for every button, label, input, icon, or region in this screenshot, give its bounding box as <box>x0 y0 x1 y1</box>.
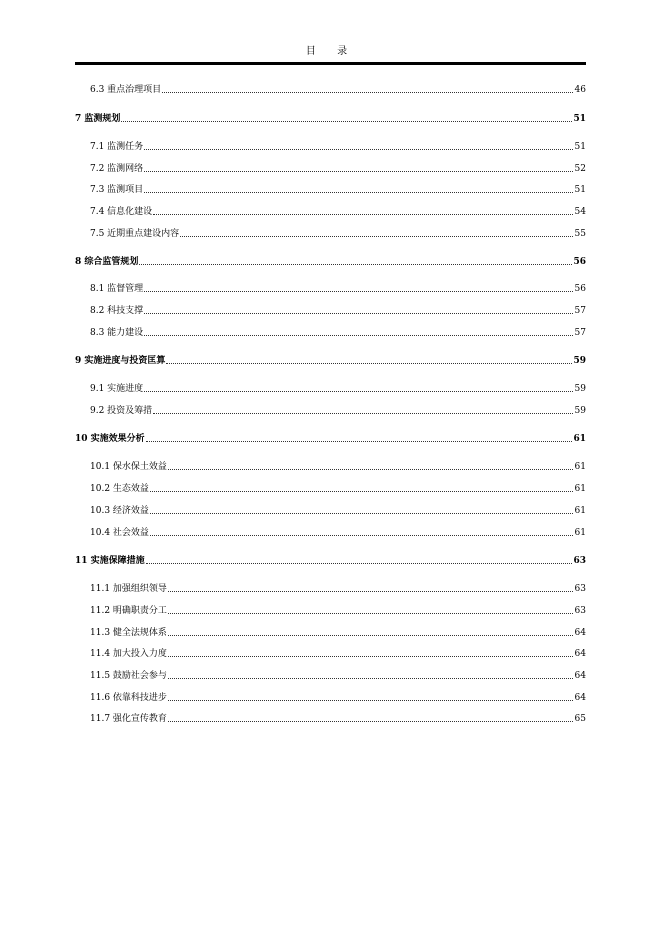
toc-section-entry[interactable] <box>90 204 586 218</box>
toc-entry-title: 8 综合监管规划 <box>75 257 139 267</box>
toc-page-number: 63 <box>573 556 586 566</box>
toc-dot-leader <box>168 613 573 614</box>
toc-section-entry[interactable] <box>90 381 586 395</box>
toc-entry-title: 11.4 加大投入力度 <box>90 649 167 659</box>
toc-page-number: 55 <box>574 229 586 239</box>
toc-entry-title: 11.3 健全法规体系 <box>90 628 167 638</box>
toc-section-entry[interactable] <box>90 303 586 317</box>
toc-page-number: 52 <box>574 164 586 174</box>
toc-entry-title: 11.5 鼓励社会参与 <box>90 671 167 681</box>
toc-dot-leader <box>146 563 573 564</box>
toc-section-entry[interactable] <box>90 581 586 595</box>
toc-page-number: 57 <box>574 306 586 316</box>
toc-chapter-entry[interactable] <box>75 353 586 367</box>
toc-page-number: 63 <box>574 584 586 594</box>
toc-chapter-entry[interactable] <box>75 111 586 125</box>
page-header-title: 目 录 <box>305 46 357 57</box>
toc-dot-leader <box>150 513 573 514</box>
toc-dot-leader <box>144 149 573 150</box>
toc-page-number: 59 <box>573 356 586 366</box>
toc-entry-title: 9 实施进度与投资匡算 <box>75 356 166 366</box>
toc-dot-leader <box>166 363 572 364</box>
toc-dot-leader <box>144 391 573 392</box>
toc-dot-leader <box>144 291 573 292</box>
toc-dot-leader <box>168 721 573 722</box>
toc-section-entry[interactable] <box>90 459 586 473</box>
toc-page-number: 56 <box>573 257 586 267</box>
toc-dot-leader <box>168 678 573 679</box>
toc-page-number: 63 <box>574 606 586 616</box>
toc-entry-title: 10.2 生态效益 <box>90 484 149 494</box>
toc-entry-title: 10.1 保水保土效益 <box>90 462 167 472</box>
toc-page-number: 61 <box>574 506 586 516</box>
toc-entry-title: 8.1 监督管理 <box>90 284 144 294</box>
toc-entry-title: 9.2 投资及筹措 <box>90 406 153 416</box>
toc-dot-leader <box>150 491 573 492</box>
toc-entry-title: 8.2 科技支撑 <box>90 306 144 316</box>
toc-entry-title: 11.1 加强组织领导 <box>90 584 167 594</box>
toc-dot-leader <box>144 192 573 193</box>
toc-entry-title: 11.6 依靠科技进步 <box>90 693 167 703</box>
toc-entry-title: 7.4 信息化建设 <box>90 207 153 217</box>
toc-dot-leader <box>144 335 573 336</box>
toc-page-number: 46 <box>574 85 586 95</box>
toc-entry-title: 10.4 社会效益 <box>90 528 149 538</box>
toc-page-number: 56 <box>574 284 586 294</box>
toc-section-entry[interactable] <box>90 503 586 517</box>
toc-entry-title: 6.3 重点治理项目 <box>90 85 162 95</box>
toc-page-number: 51 <box>574 142 586 152</box>
toc-entry-title: 11 实施保障措施 <box>75 556 145 566</box>
toc-entry-title: 7.1 监测任务 <box>90 142 144 152</box>
toc-dot-leader <box>153 214 573 215</box>
toc-section-entry[interactable] <box>90 711 586 725</box>
toc-page-number: 59 <box>574 406 586 416</box>
toc-page-number: 51 <box>573 114 586 124</box>
toc-page-number: 64 <box>574 693 586 703</box>
toc-section-entry[interactable] <box>90 226 586 240</box>
toc-section-entry[interactable] <box>90 481 586 495</box>
toc-section-entry[interactable] <box>90 161 586 175</box>
toc-dot-leader <box>144 313 573 314</box>
toc-section-entry[interactable] <box>90 646 586 660</box>
toc-entry-title: 7 监测规划 <box>75 114 121 124</box>
toc-chapter-entry[interactable] <box>75 431 586 445</box>
toc-page-number: 64 <box>574 628 586 638</box>
toc-section-entry[interactable] <box>90 603 586 617</box>
toc-dot-leader <box>180 236 573 237</box>
toc-page-number: 61 <box>574 462 586 472</box>
toc-dot-leader <box>121 121 572 122</box>
toc-chapter-entry[interactable] <box>75 553 586 567</box>
toc-dot-leader <box>146 441 573 442</box>
toc-section-entry[interactable] <box>90 139 586 153</box>
toc-entry-title: 10.3 经济效益 <box>90 506 149 516</box>
toc-page-number: 64 <box>574 649 586 659</box>
toc-dot-leader <box>168 591 573 592</box>
toc-page-number: 54 <box>574 207 586 217</box>
toc-chapter-entry[interactable] <box>75 254 586 268</box>
toc-dot-leader <box>168 700 573 701</box>
toc-page-number: 64 <box>574 671 586 681</box>
toc-dot-leader <box>144 171 573 172</box>
toc-section-entry[interactable] <box>90 625 586 639</box>
toc-dot-leader <box>162 92 573 93</box>
toc-page-number: 61 <box>573 434 586 444</box>
toc-section-entry[interactable] <box>90 325 586 339</box>
toc-section-entry[interactable] <box>90 690 586 704</box>
toc-page-number: 51 <box>574 185 586 195</box>
toc-entry-title: 8.3 能力建设 <box>90 328 144 338</box>
toc-entry-title: 7.3 监测项目 <box>90 185 144 195</box>
toc-entry-title: 11.2 明确职责分工 <box>90 606 167 616</box>
toc-entry-title: 10 实施效果分析 <box>75 434 145 444</box>
toc-page-number: 59 <box>574 384 586 394</box>
toc-entry-title: 7.2 监测网络 <box>90 164 144 174</box>
toc-page-number: 57 <box>574 328 586 338</box>
toc-dot-leader <box>168 635 573 636</box>
toc-dot-leader <box>168 656 573 657</box>
toc-section-entry[interactable] <box>90 668 586 682</box>
toc-entry-title: 9.1 实施进度 <box>90 384 144 394</box>
toc-dot-leader <box>150 535 573 536</box>
toc-section-entry[interactable] <box>90 403 586 417</box>
toc-section-entry[interactable] <box>90 82 586 96</box>
toc-dot-leader <box>139 264 572 265</box>
toc-entry-title: 11.7 强化宣传教育 <box>90 714 167 724</box>
toc-section-entry[interactable] <box>90 281 586 295</box>
toc-dot-leader <box>153 413 573 414</box>
toc-entry-title: 7.5 近期重点建设内容 <box>90 229 180 239</box>
toc-section-entry[interactable] <box>90 525 586 539</box>
toc-dot-leader <box>168 469 573 470</box>
toc-page-number: 65 <box>574 714 586 724</box>
toc-section-entry[interactable] <box>90 182 586 196</box>
toc-page-number: 61 <box>574 484 586 494</box>
toc-page-number: 61 <box>574 528 586 538</box>
